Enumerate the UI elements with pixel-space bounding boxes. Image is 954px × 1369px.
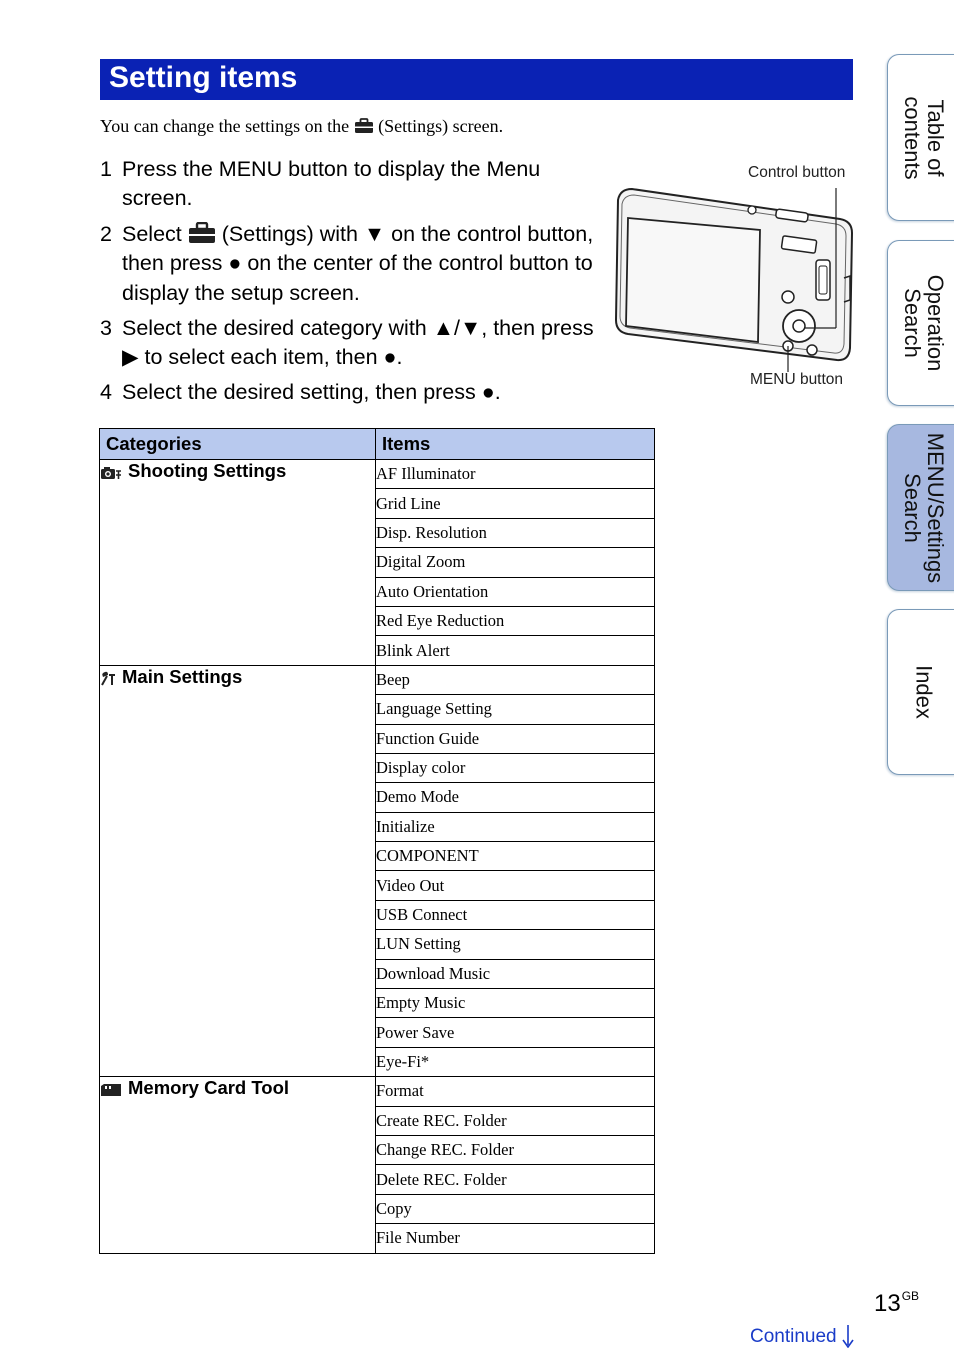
intro-after: (Settings) screen. <box>378 116 504 136</box>
header-categories: Categories <box>100 429 376 460</box>
item-cell: Create REC. Folder <box>376 1106 655 1135</box>
intro-before: You can change the settings on the <box>100 116 350 136</box>
tab-label <box>901 96 947 179</box>
category-cell <box>100 1077 376 1253</box>
tab-label-line1: Table of <box>923 98 948 177</box>
continued-link[interactable] <box>750 1324 854 1348</box>
camera-illustration <box>600 160 860 400</box>
memory-card-icon <box>100 1080 122 1102</box>
tab-label-line2: contents <box>900 95 925 180</box>
step-number: 4 <box>100 380 112 404</box>
table-header-row <box>100 429 655 460</box>
settings-table <box>99 428 655 1254</box>
step-text: Select the desired setting, then press ●. <box>122 380 501 404</box>
camera-settings-icon <box>100 463 122 485</box>
item-cell: COMPONENT <box>376 842 655 871</box>
tab-menu-settings-search[interactable] <box>887 424 954 591</box>
toolbox-icon <box>354 118 374 134</box>
category-cell <box>100 460 376 666</box>
intro-text <box>100 114 503 138</box>
item-cell: USB Connect <box>376 900 655 929</box>
tools-icon <box>100 669 116 691</box>
item-cell: Video Out <box>376 871 655 900</box>
item-cell: Download Music <box>376 959 655 988</box>
toolbox-icon <box>188 222 216 244</box>
table-row <box>100 665 655 694</box>
step-number: 1 <box>100 157 112 181</box>
category-label: Shooting Settings <box>128 460 287 481</box>
step-number: 2 <box>100 222 112 246</box>
camera-drawing <box>600 160 860 400</box>
step-text: Select the desired category with ▲/▼, then press ▶ to select each item, then ●. <box>122 316 594 370</box>
page-title: Setting items <box>109 61 298 94</box>
page-number <box>874 1289 919 1318</box>
tab-label <box>913 665 936 719</box>
control-button-label: Control button <box>748 164 846 181</box>
item-cell: Blink Alert <box>376 636 655 665</box>
menu-button-label: MENU button <box>750 371 844 388</box>
item-cell: Empty Music <box>376 989 655 1018</box>
item-cell: Grid Line <box>376 489 655 518</box>
item-cell: Red Eye Reduction <box>376 606 655 635</box>
title-bar <box>100 59 853 100</box>
tab-label-line2: Search <box>900 472 925 543</box>
item-cell: Demo Mode <box>376 783 655 812</box>
item-cell: Beep <box>376 665 655 694</box>
tab-label <box>901 275 947 372</box>
step-number: 3 <box>100 316 112 340</box>
item-cell: Power Save <box>376 1018 655 1047</box>
table-body <box>100 460 655 1254</box>
item-cell: Digital Zoom <box>376 548 655 577</box>
item-cell: Eye-Fi* <box>376 1047 655 1076</box>
table-row <box>100 460 655 489</box>
tab-index[interactable] <box>887 609 954 775</box>
category-label: Memory Card Tool <box>128 1077 290 1099</box>
item-cell: File Number <box>376 1224 655 1253</box>
page-suffix: GB <box>901 1289 920 1303</box>
category-cell <box>100 665 376 1076</box>
tab-label-line1: MENU/Settings <box>923 432 948 583</box>
category-label: Main Settings <box>122 665 243 687</box>
item-cell: Delete REC. Folder <box>376 1165 655 1194</box>
arrow-down-icon <box>842 1324 854 1348</box>
item-cell: Copy <box>376 1194 655 1223</box>
continued-label: Continued <box>750 1326 837 1347</box>
page-number-value: 13 <box>874 1290 901 1317</box>
step-text-b: (Settings) with ▼ on the control button, then press ● on the center of the control button to display the setup screen. <box>122 222 594 305</box>
step-text-a: Select <box>122 222 182 246</box>
tab-label-line1: Operation <box>923 274 948 372</box>
tab-operation-search[interactable] <box>887 240 954 406</box>
table-row <box>100 1077 655 1106</box>
tab-label-line2: Search <box>900 288 925 358</box>
tab-table-of-contents[interactable] <box>887 54 954 221</box>
item-cell: LUN Setting <box>376 930 655 959</box>
item-cell: Format <box>376 1077 655 1106</box>
item-cell: Display color <box>376 753 655 782</box>
item-cell: Change REC. Folder <box>376 1135 655 1164</box>
item-cell: AF Illuminator <box>376 460 655 489</box>
item-cell: Initialize <box>376 812 655 841</box>
step-text: Press the MENU button to display the Menu screen. <box>122 157 541 211</box>
step-text <box>122 220 602 308</box>
item-cell: Auto Orientation <box>376 577 655 606</box>
header-items: Items <box>376 429 655 460</box>
item-cell: Function Guide <box>376 724 655 753</box>
tab-label <box>901 432 947 582</box>
item-cell: Language Setting <box>376 695 655 724</box>
item-cell: Disp. Resolution <box>376 518 655 547</box>
tab-label-line1: Index <box>911 665 937 719</box>
